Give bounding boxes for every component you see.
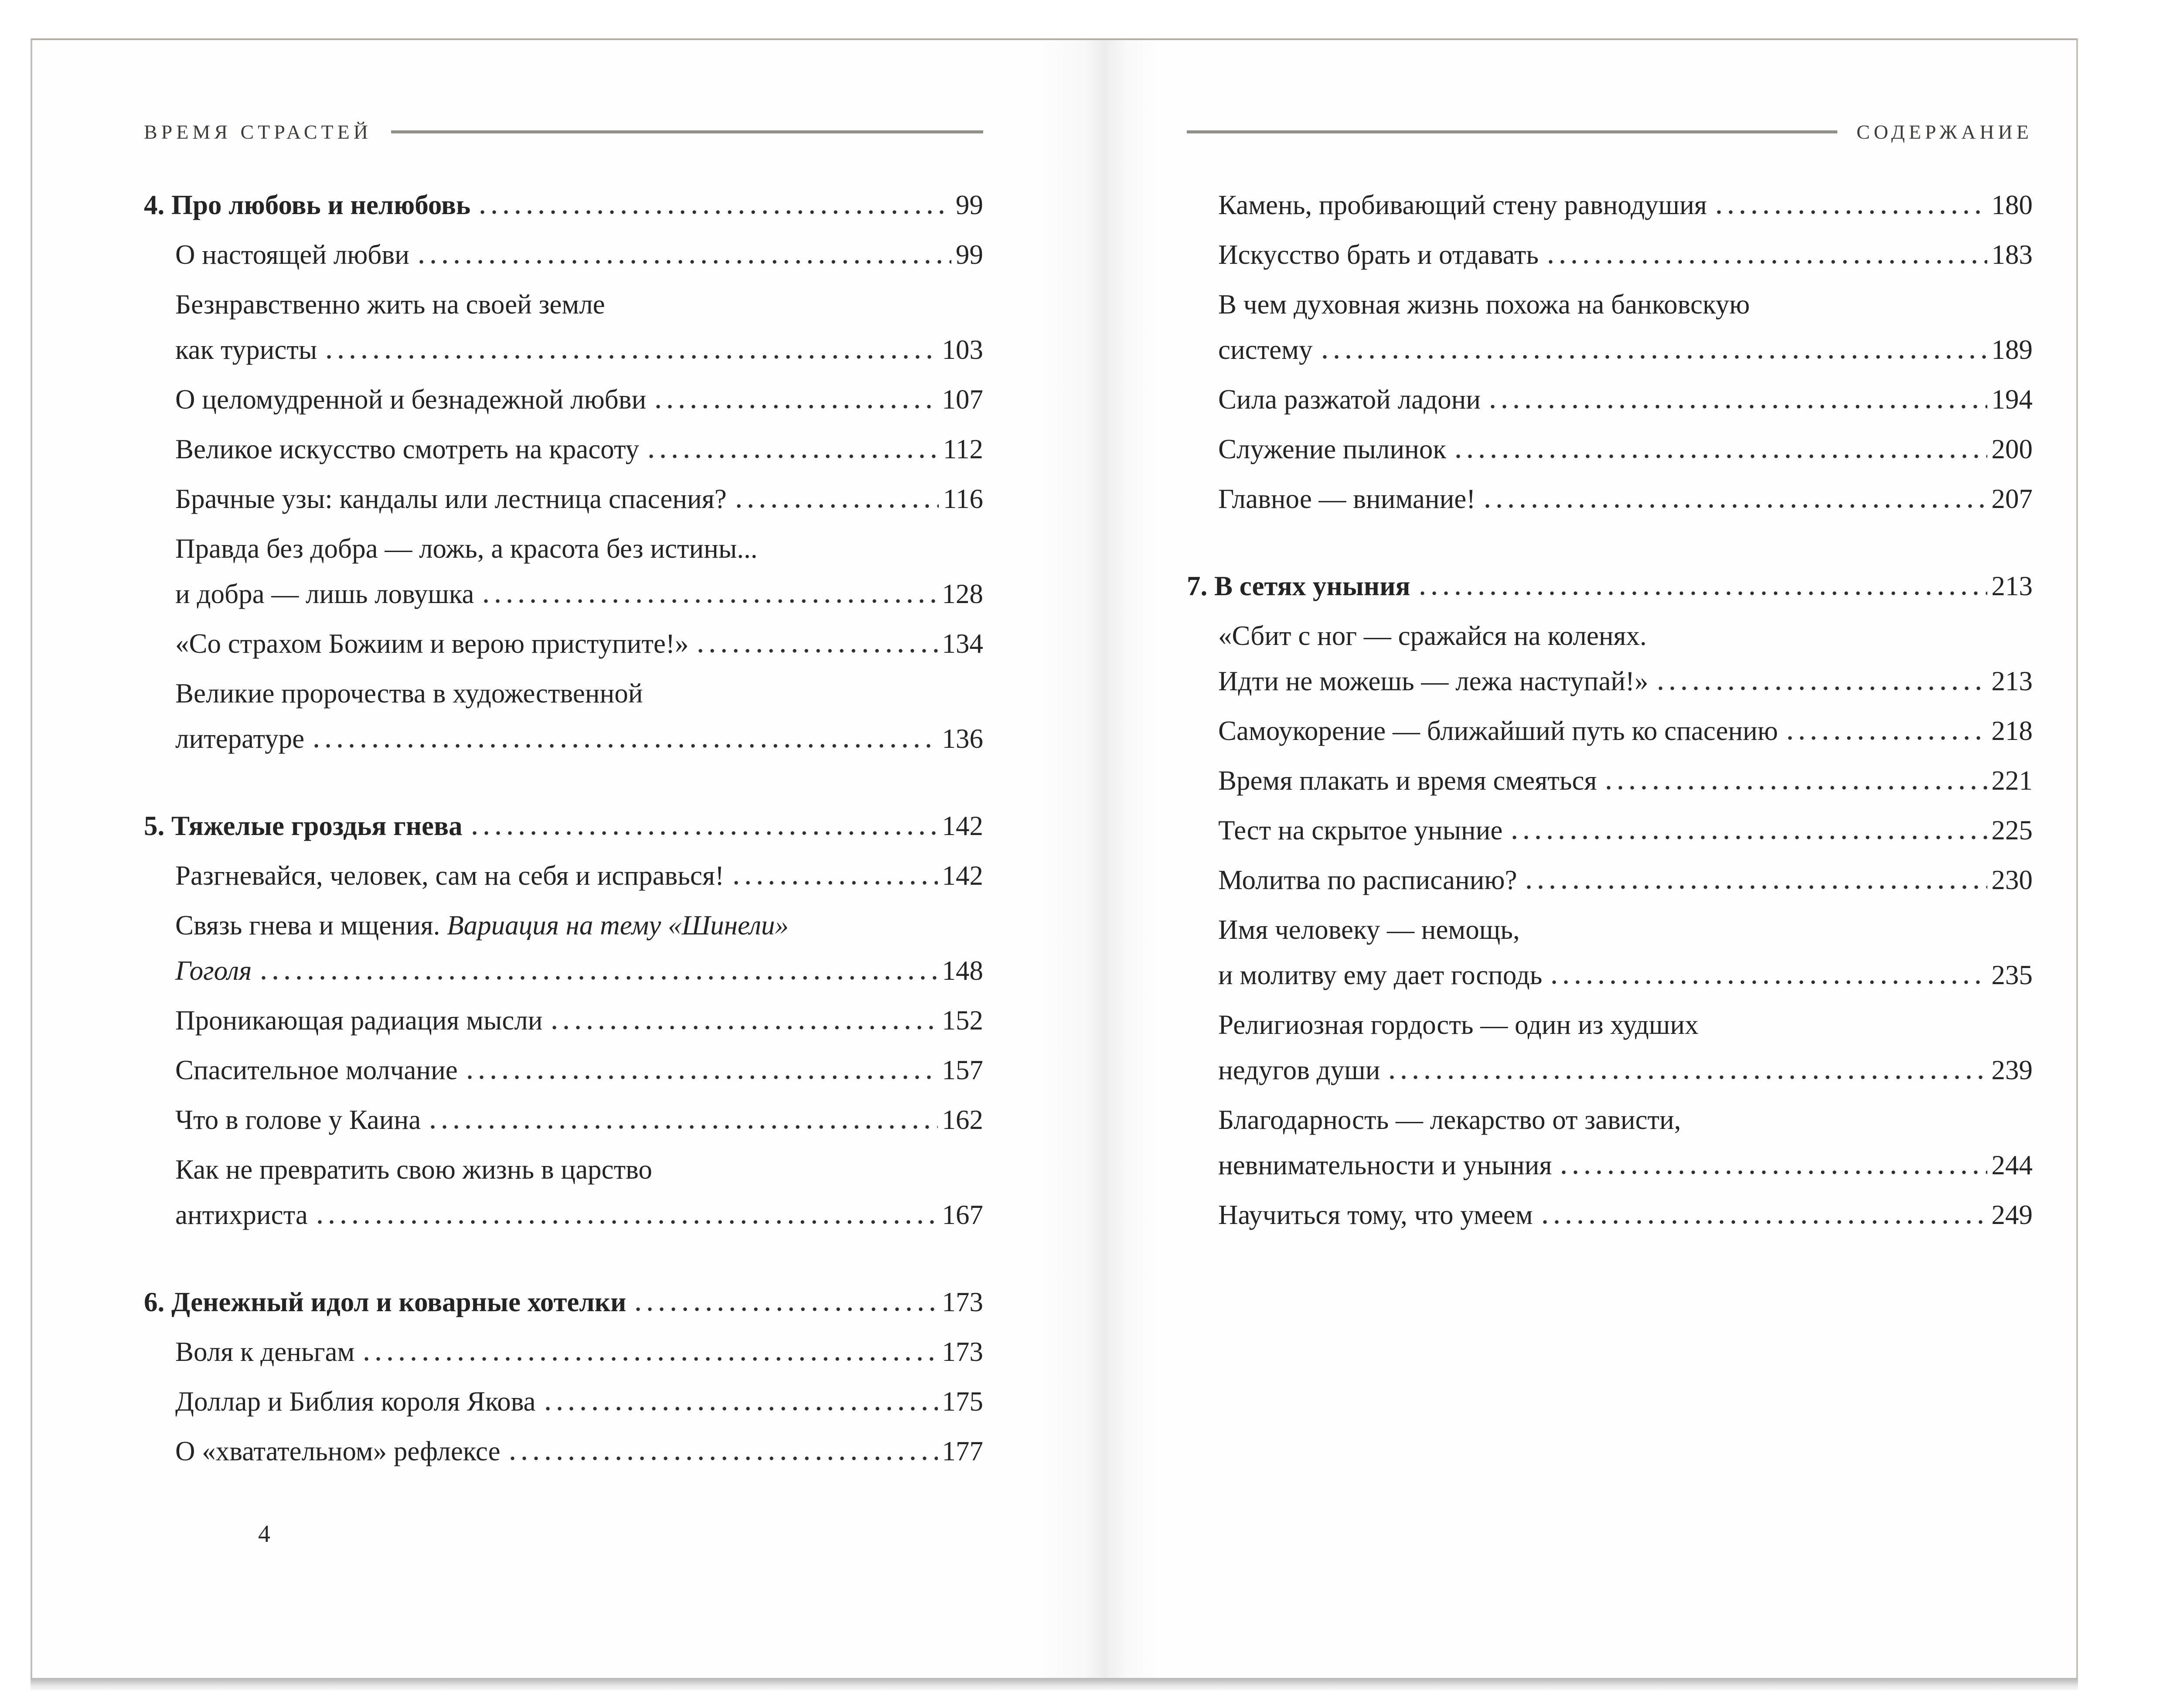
dot-leader [477, 210, 951, 214]
running-head-title: ВРЕМЯ СТРАСТЕЙ [144, 120, 372, 143]
toc-entry-page-number: 183 [1991, 239, 2033, 270]
dot-leader [632, 1307, 937, 1311]
toc-entry-line [1218, 1192, 2033, 1238]
toc-entry-page-number: 134 [942, 628, 983, 659]
toc-entry-title: Доллар и Библия короля Якова [175, 1386, 536, 1417]
toc-entry-title: Служение пылинок [1218, 434, 1446, 464]
toc-section-entry [144, 1097, 983, 1142]
toc-entry-page-number: 142 [942, 811, 983, 841]
toc-section-entry [144, 232, 983, 277]
toc-entry-title: и добра — лишь ловушка [175, 579, 474, 609]
toc-section-entry [144, 1428, 983, 1474]
toc-entry-page-number: 162 [942, 1105, 983, 1135]
toc-entry-title: Что в голове у Каина [175, 1105, 421, 1135]
toc-entry-line [1218, 476, 2033, 522]
dot-leader [1545, 260, 1987, 264]
toc-entry-title: Гоголя [175, 955, 252, 986]
toc-entry-page-number: 230 [1991, 865, 2033, 895]
toc-entry-page-number: 249 [1991, 1200, 2033, 1230]
dot-leader [542, 1407, 938, 1411]
toc-section-entry [144, 853, 983, 898]
toc-entry-title: 7. В сетях уныния [1187, 571, 1410, 601]
toc-entry-page-number: 99 [956, 190, 983, 220]
dot-leader [1386, 1075, 1987, 1079]
toc-entry-title: Как не превратить свою жизнь в царство [175, 1154, 652, 1185]
toc-entry-title: В чем духовная жизнь похожа на банковскую [1218, 289, 1750, 320]
toc-entry-page-number: 218 [1991, 716, 2033, 746]
toc-section-entry [1187, 232, 2033, 277]
toc-entry-line [175, 1097, 983, 1142]
toc-entry-line [1218, 1047, 2033, 1093]
toc-entry-page-number: 173 [942, 1287, 983, 1317]
toc-entry-page-number: 244 [1991, 1150, 2033, 1180]
dot-leader [1713, 210, 1987, 214]
toc-section-entry [144, 526, 983, 617]
toc-entry-page-number: 116 [943, 484, 983, 514]
toc-entry-page-number: 167 [942, 1200, 983, 1230]
toc-entry-line [1218, 282, 2033, 327]
dot-leader [427, 1125, 937, 1129]
dot-leader [548, 1026, 937, 1030]
toc-section-entry [144, 282, 983, 372]
toc-entry-line [175, 571, 983, 617]
toc-entry-line [175, 998, 983, 1043]
toc-entry-page-number: 107 [942, 384, 983, 415]
toc-entry-title: Религиозная гордость — один из худших [1218, 1009, 1699, 1040]
toc-entry-title: недугов души [1218, 1055, 1380, 1085]
dot-leader [314, 1220, 938, 1224]
dot-leader [1487, 405, 1987, 409]
toc-entry-line [1218, 232, 2033, 277]
toc-entry-line [1218, 708, 2033, 753]
toc-entry-title: Научиться тому, что умеем [1218, 1200, 1533, 1230]
toc-entry-line [1218, 952, 2033, 998]
toc-entry-title: О целомудренной и безнадежной любви [175, 384, 647, 415]
toc-entry-page-number: 112 [943, 434, 983, 464]
toc-entry-page-number: 200 [1991, 434, 2033, 464]
toc-entry-title: невнимательности и уныния [1218, 1150, 1552, 1180]
toc-section-entry [1187, 1097, 2033, 1188]
toc-entry-page-number: 142 [942, 860, 983, 891]
dot-leader [1523, 885, 1987, 889]
running-head-rule [391, 130, 983, 133]
dot-leader [507, 1456, 938, 1460]
toc-entry-title: «Со страхом Божиим и верою приступите!» [175, 628, 689, 659]
toc-entry-page-number: 173 [942, 1336, 983, 1367]
toc-entry-page-number: 152 [942, 1005, 983, 1036]
dot-leader [733, 504, 939, 508]
toc-entry-page-number: 194 [1991, 384, 2033, 415]
toc-entry-line [175, 853, 983, 898]
toc-section-entry [144, 377, 983, 422]
toc-entry-page-number: 213 [1991, 571, 2033, 601]
dot-leader [469, 831, 938, 835]
toc-entry-line [175, 476, 983, 522]
toc-entry-line [175, 377, 983, 422]
toc-entry-line [175, 232, 983, 277]
toc-section-entry [144, 1047, 983, 1093]
toc-entry-page-number: 136 [942, 723, 983, 754]
dot-leader [652, 405, 937, 409]
toc-entry-title: литературе [175, 723, 305, 754]
toc-section-entry [144, 671, 983, 761]
toc-entry-line [175, 671, 983, 716]
dot-leader [480, 599, 937, 603]
dot-leader [1558, 1170, 1987, 1174]
toc-section-entry [1187, 1002, 2033, 1093]
toc-entry-title: О настоящей любви [175, 239, 409, 270]
toc-entry-title: Безнравственно жить на своей земле [175, 289, 605, 320]
left-page [144, 38, 983, 1683]
dot-leader [645, 454, 939, 458]
toc-chapter-entry [144, 182, 983, 228]
toc-entry-title: Идти не можешь — лежа наступай!» [1218, 666, 1649, 696]
dot-leader [361, 1357, 937, 1361]
toc-section-entry [1187, 426, 2033, 472]
toc-entry-line [144, 803, 983, 849]
running-head-title: СОДЕРЖАНИЕ [1856, 120, 2033, 143]
toc-entry-line [175, 716, 983, 761]
toc-entry-line [175, 1192, 983, 1238]
toc-entry-title: Разгневайся, человек, сам на себя и исправься! [175, 860, 724, 891]
toc-entry-line [175, 1329, 983, 1374]
toc-entry-title: как туристы [175, 334, 317, 365]
dot-leader [1452, 454, 1987, 458]
dot-leader [1784, 736, 1987, 740]
toc-entry-title: Воля к деньгам [175, 1336, 355, 1367]
toc-entry-line [175, 526, 983, 571]
toc-section-entry [1187, 377, 2033, 422]
toc-entry-line [1218, 907, 2033, 952]
dot-leader [416, 260, 951, 264]
dot-leader [310, 744, 937, 748]
dot-leader [323, 355, 937, 359]
toc-entry-title: Великие пророчества в художественной [175, 678, 643, 709]
toc-chapter-entry [144, 1279, 983, 1325]
running-head-left [144, 118, 983, 146]
toc-entry-title: Правда без добра — ложь, а красота без истины... [175, 533, 758, 564]
toc-section-entry [144, 1329, 983, 1374]
toc-entry-title: 5. Тяжелые гроздья гнева [144, 811, 463, 841]
toc-entry-title: антихриста [175, 1200, 308, 1230]
toc-entry-title: Имя человеку — немощь, [1218, 914, 1520, 945]
dot-leader [730, 881, 938, 885]
toc-section-entry [144, 903, 983, 993]
toc-section-entry [144, 621, 983, 666]
dot-leader [1655, 686, 1987, 690]
toc-entry-page-number: 180 [1991, 190, 2033, 220]
toc-entry-title: и молитву ему дает господь [1218, 960, 1543, 990]
toc-entry-line [1218, 377, 2033, 422]
toc-entry-title: Самоукорение — ближайший путь ко спасению [1218, 716, 1778, 746]
toc-chapter-entry [144, 803, 983, 849]
toc-entry-page-number: 157 [942, 1055, 983, 1085]
toc-list-right [1187, 182, 2033, 1242]
toc-entry-line [175, 621, 983, 666]
toc-entry-line [144, 182, 983, 228]
toc-entry-line [1187, 563, 2033, 609]
toc-entry-title: Время плакать и время смеяться [1218, 765, 1597, 796]
toc-section-entry [1187, 708, 2033, 753]
toc-entry-line [175, 903, 983, 948]
dot-leader [1603, 786, 1987, 790]
toc-entry-line [175, 1147, 983, 1192]
toc-entry-title: Тест на скрытое уныние [1218, 815, 1503, 845]
dot-leader [258, 976, 937, 980]
dot-leader [1548, 980, 1987, 984]
toc-section-entry [144, 1147, 983, 1238]
toc-entry-line [1218, 1002, 2033, 1047]
toc-entry-title: Спасительное молчание [175, 1055, 458, 1085]
toc-entry-title: «Сбит с ног — сражайся на коленях. [1218, 620, 1647, 651]
dot-leader [1509, 835, 1987, 839]
running-head-rule [1187, 130, 1837, 133]
toc-section-entry [1187, 613, 2033, 704]
toc-entry-page-number: 128 [942, 579, 983, 609]
toc-entry-title: Проникающая радиация мысли [175, 1005, 543, 1036]
toc-entry-title: Камень, пробивающий стену равнодушия [1218, 190, 1707, 220]
toc-entry-line [175, 1047, 983, 1093]
toc-entry-page-number: 239 [1991, 1055, 2033, 1085]
toc-section-entry [144, 1379, 983, 1424]
toc-section-entry [1187, 182, 2033, 228]
toc-entry-title: Молитва по расписанию? [1218, 865, 1517, 895]
toc-entry-title: Сила разжатой ладони [1218, 384, 1481, 415]
toc-entry-title: систему [1218, 334, 1313, 365]
toc-section-entry [1187, 476, 2033, 522]
toc-entry-title: Брачные узы: кандалы или лестница спасения? [175, 484, 727, 514]
toc-entry-title: 6. Денежный идол и коварные хотелки [144, 1287, 627, 1317]
dot-leader [1539, 1220, 1987, 1224]
toc-entry-title: Связь гнева и мщения. Вариация на тему «Шинели» [175, 910, 789, 941]
running-head-right [1187, 118, 2033, 146]
toc-entry-title: О «хватательном» рефлексе [175, 1436, 501, 1466]
toc-list-left [144, 182, 983, 1478]
page-fold-shadow [1038, 40, 1160, 1678]
toc-section-entry [1187, 857, 2033, 903]
toc-entry-title: Великое искусство смотреть на красоту [175, 434, 640, 464]
toc-section-entry [144, 476, 983, 522]
dot-leader [464, 1075, 938, 1079]
toc-entry-page-number: 207 [1991, 484, 2033, 514]
toc-entry-line [175, 426, 983, 472]
toc-entry-line [1218, 182, 2033, 228]
toc-entry-page-number: 177 [942, 1436, 983, 1466]
toc-entry-line [1218, 758, 2033, 803]
toc-entry-line [1218, 327, 2033, 372]
toc-entry-line [175, 1428, 983, 1474]
toc-entry-line [1218, 613, 2033, 658]
toc-section-entry [1187, 1192, 2033, 1238]
page-folio: 4 [258, 1520, 270, 1548]
toc-entry-page-number: 99 [956, 239, 983, 270]
toc-entry-line [1218, 857, 2033, 903]
toc-entry-line [175, 1379, 983, 1424]
toc-entry-line [175, 327, 983, 372]
dot-leader [1417, 591, 1987, 595]
toc-entry-page-number: 213 [1991, 666, 2033, 696]
toc-entry-line [1218, 1097, 2033, 1142]
toc-entry-line [1218, 1142, 2033, 1188]
toc-entry-line [1218, 658, 2033, 704]
toc-entry-page-number: 189 [1991, 334, 2033, 365]
toc-entry-page-number: 225 [1991, 815, 2033, 845]
toc-section-entry [1187, 282, 2033, 372]
dot-leader [695, 649, 937, 653]
toc-entry-line [144, 1279, 983, 1325]
toc-entry-page-number: 148 [942, 955, 983, 986]
toc-section-entry [144, 998, 983, 1043]
toc-entry-title: Искусство брать и отдавать [1218, 239, 1539, 270]
dot-leader [1319, 355, 1987, 359]
toc-entry-page-number: 103 [942, 334, 983, 365]
toc-entry-line [175, 282, 983, 327]
toc-chapter-entry [1187, 563, 2033, 609]
toc-section-entry [1187, 758, 2033, 803]
toc-entry-page-number: 175 [942, 1386, 983, 1417]
toc-entry-line [175, 948, 983, 993]
toc-entry-title: Главное — внимание! [1218, 484, 1476, 514]
toc-section-entry [144, 426, 983, 472]
toc-entry-line [1218, 808, 2033, 853]
toc-section-entry [1187, 907, 2033, 998]
toc-entry-line [1218, 426, 2033, 472]
toc-section-entry [1187, 808, 2033, 853]
dot-leader [1482, 504, 1987, 508]
right-page [1187, 38, 2033, 1683]
toc-entry-title: 4. Про любовь и нелюбовь [144, 190, 471, 220]
toc-entry-page-number: 235 [1991, 960, 2033, 990]
toc-entry-page-number: 221 [1991, 765, 2033, 796]
toc-entry-title: Благодарность — лекарство от зависти, [1218, 1105, 1681, 1135]
